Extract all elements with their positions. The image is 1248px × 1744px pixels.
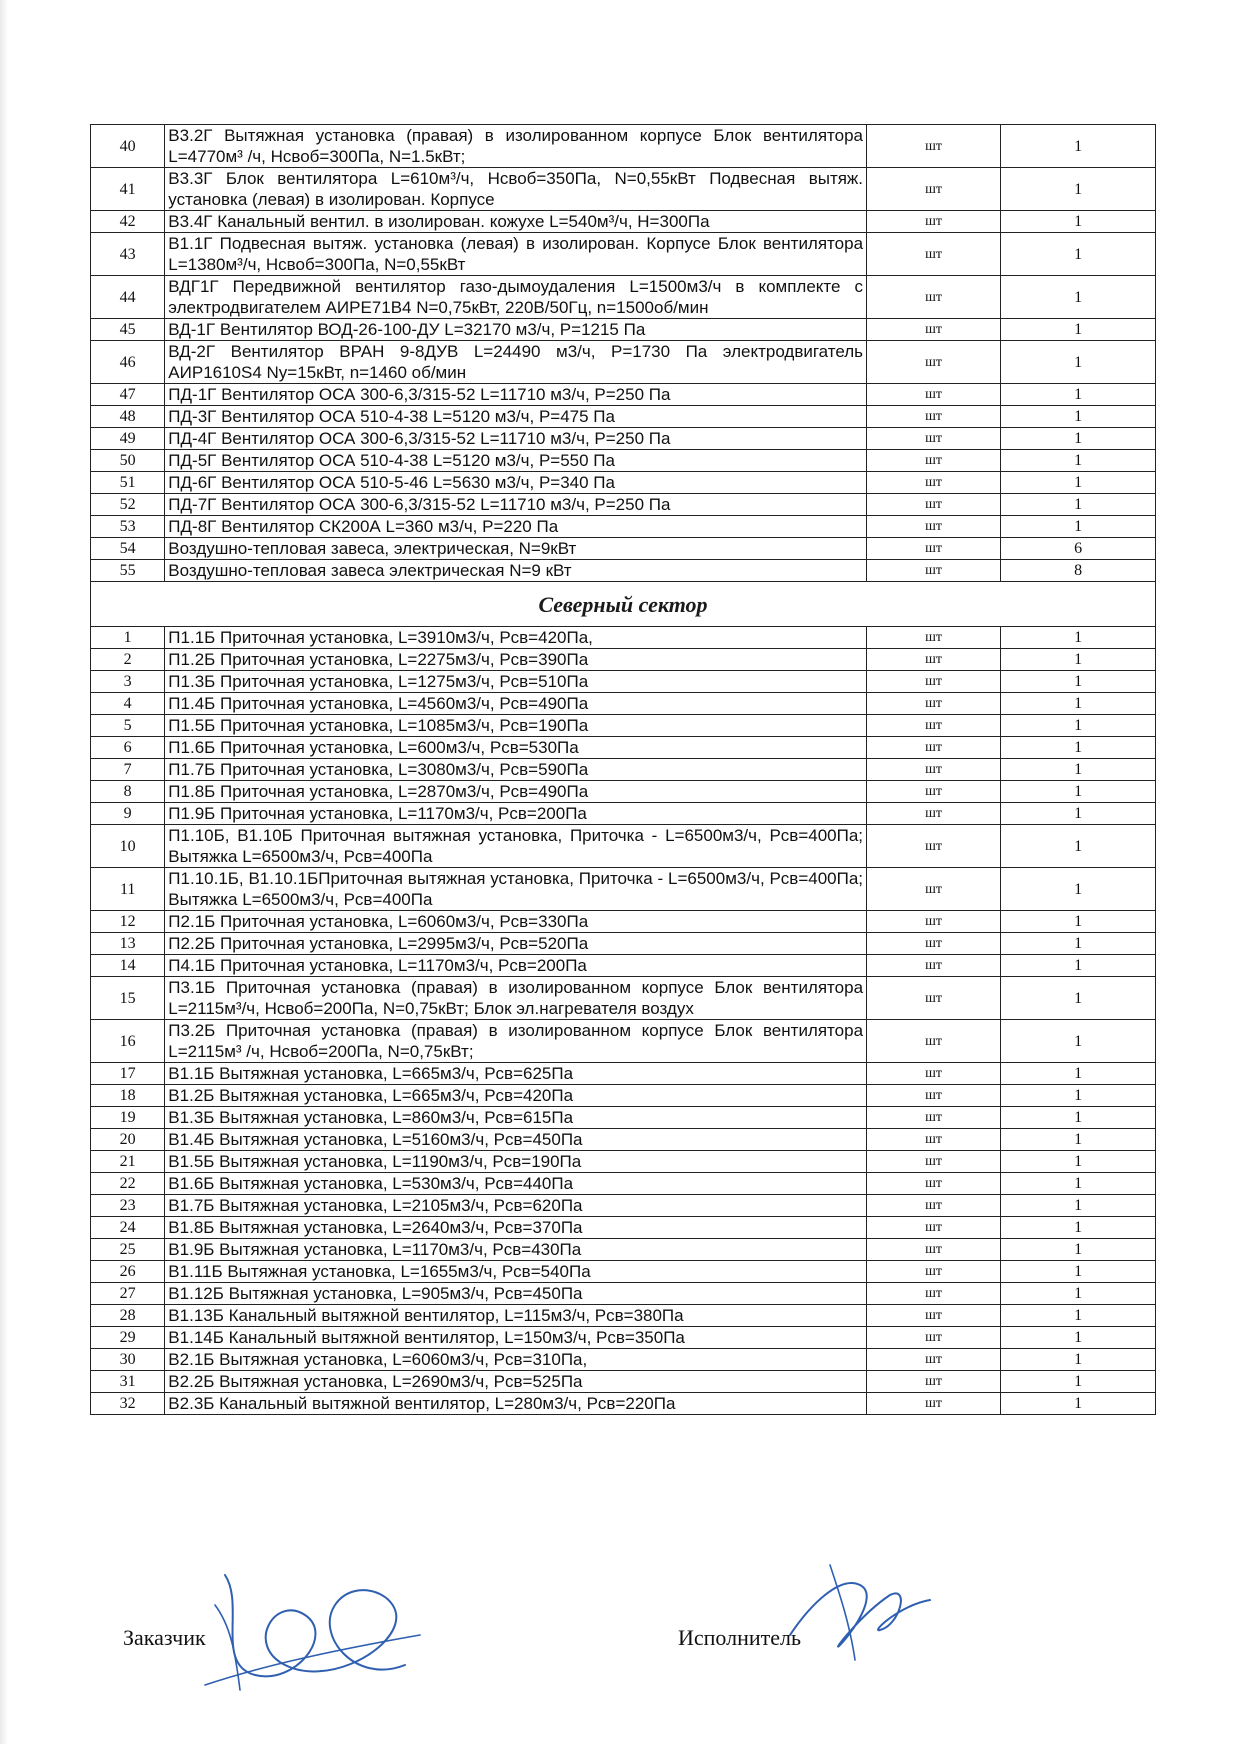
table-row [91, 627, 1156, 649]
row-description: П1.5Б Приточная установка, L=1085м3/ч, Рсв=190Па [165, 715, 867, 737]
row-number: 23 [91, 1195, 165, 1217]
row-unit: шт [867, 472, 1001, 494]
row-unit: шт [867, 1063, 1001, 1085]
row-unit: шт [867, 1305, 1001, 1327]
table-row [91, 759, 1156, 781]
table-row [91, 406, 1156, 428]
row-quantity: 1 [1001, 1063, 1156, 1085]
table-row [91, 1129, 1156, 1151]
row-description: В1.14Б Канальный вытяжной вентилятор, L=150м3/ч, Рсв=350Па [165, 1327, 867, 1349]
row-unit: шт [867, 276, 1001, 319]
row-quantity: 1 [1001, 1129, 1156, 1151]
row-quantity: 1 [1001, 1107, 1156, 1129]
row-unit: шт [867, 1327, 1001, 1349]
row-unit: шт [867, 911, 1001, 933]
row-number: 1 [91, 627, 165, 649]
row-number: 41 [91, 168, 165, 211]
table-row [91, 211, 1156, 233]
row-quantity: 1 [1001, 125, 1156, 168]
row-unit: шт [867, 428, 1001, 450]
row-quantity: 1 [1001, 1393, 1156, 1415]
row-description: П4.1Б Приточная установка, L=1170м3/ч, Рсв=200Па [165, 955, 867, 977]
row-description: Воздушно-тепловая завеса, электрическая, N=9кВт [165, 538, 867, 560]
table-row [91, 276, 1156, 319]
row-unit: шт [867, 1151, 1001, 1173]
table-row [91, 1305, 1156, 1327]
row-number: 10 [91, 825, 165, 868]
table-row [91, 1151, 1156, 1173]
table-row [91, 1217, 1156, 1239]
row-description: П1.8Б Приточная установка, L=2870м3/ч, Рсв=490Па [165, 781, 867, 803]
row-number: 47 [91, 384, 165, 406]
row-number: 5 [91, 715, 165, 737]
row-description: П1.3Б Приточная установка, L=1275м3/ч, Рсв=510Па [165, 671, 867, 693]
row-unit: шт [867, 494, 1001, 516]
row-unit: шт [867, 1261, 1001, 1283]
contractor-signature [780, 1545, 950, 1665]
row-number: 20 [91, 1129, 165, 1151]
row-description: П1.10.1Б, В1.10.1БПриточная вытяжная установка, Приточка - L=6500м3/ч, Рсв=400Па; Вытяжка L=6500м3/ч, Рсв=400Па [165, 868, 867, 911]
row-number: 45 [91, 319, 165, 341]
row-description: В2.2Б Вытяжная установка, L=2690м3/ч, Рсв=525Па [165, 1371, 867, 1393]
row-quantity: 1 [1001, 168, 1156, 211]
row-number: 18 [91, 1085, 165, 1107]
table-row [91, 319, 1156, 341]
row-unit: шт [867, 1217, 1001, 1239]
row-number: 13 [91, 933, 165, 955]
table-row [91, 1239, 1156, 1261]
table-row [91, 1393, 1156, 1415]
row-quantity: 1 [1001, 693, 1156, 715]
row-description: П2.2Б Приточная установка, L=2995м3/ч, Рсв=520Па [165, 933, 867, 955]
row-description: П1.4Б Приточная установка, L=4560м3/ч, Рсв=490Па [165, 693, 867, 715]
row-description: П1.7Б Приточная установка, L=3080м3/ч, Рсв=590Па [165, 759, 867, 781]
row-description: В2.3Б Канальный вытяжной вентилятор, L=280м3/ч, Рсв=220Па [165, 1393, 867, 1415]
row-quantity: 1 [1001, 428, 1156, 450]
row-unit: шт [867, 1349, 1001, 1371]
row-number: 17 [91, 1063, 165, 1085]
row-number: 19 [91, 1107, 165, 1129]
row-unit: шт [867, 1239, 1001, 1261]
row-quantity: 1 [1001, 977, 1156, 1020]
row-description: Воздушно-тепловая завеса электрическая N=9 кВт [165, 560, 867, 582]
row-description: В1.13Б Канальный вытяжной вентилятор, L=115м3/ч, Рсв=380Па [165, 1305, 867, 1327]
row-description: ВД-2Г Вентилятор ВРАН 9-8ДУВ L=24490 м3/ч, Р=1730 Па электродвигатель АИР1610S4 Ny=15кВт, n=1460 об/мин [165, 341, 867, 384]
section-row [91, 582, 1156, 627]
row-unit: шт [867, 1283, 1001, 1305]
row-quantity: 6 [1001, 538, 1156, 560]
equipment-table [90, 124, 1156, 1415]
row-unit: шт [867, 868, 1001, 911]
row-quantity: 1 [1001, 1085, 1156, 1107]
table-row [91, 1173, 1156, 1195]
row-quantity: 1 [1001, 1195, 1156, 1217]
table-row [91, 693, 1156, 715]
row-unit: шт [867, 1371, 1001, 1393]
row-number: 29 [91, 1327, 165, 1349]
row-unit: шт [867, 319, 1001, 341]
row-quantity: 1 [1001, 911, 1156, 933]
row-quantity: 1 [1001, 1217, 1156, 1239]
row-quantity: 1 [1001, 276, 1156, 319]
table-row [91, 737, 1156, 759]
table-row [91, 233, 1156, 276]
table-row [91, 1195, 1156, 1217]
row-description: ПД-6Г Вентилятор ОСА 510-5-46 L=5630 м3/ч, Р=340 Па [165, 472, 867, 494]
row-number: 44 [91, 276, 165, 319]
row-quantity: 1 [1001, 1283, 1156, 1305]
table-row [91, 341, 1156, 384]
row-unit: шт [867, 759, 1001, 781]
table-row [91, 715, 1156, 737]
row-quantity: 1 [1001, 406, 1156, 428]
row-number: 25 [91, 1239, 165, 1261]
row-unit: шт [867, 384, 1001, 406]
table-row [91, 384, 1156, 406]
row-number: 31 [91, 1371, 165, 1393]
row-description: В1.8Б Вытяжная установка, L=2640м3/ч, Рсв=370Па [165, 1217, 867, 1239]
row-number: 24 [91, 1217, 165, 1239]
table-row [91, 168, 1156, 211]
table-row [91, 125, 1156, 168]
customer-label: Заказчик [123, 1625, 206, 1650]
row-number: 7 [91, 759, 165, 781]
row-description: П1.9Б Приточная установка, L=1170м3/ч, Рсв=200Па [165, 803, 867, 825]
row-quantity: 1 [1001, 494, 1156, 516]
row-quantity: 1 [1001, 627, 1156, 649]
row-number: 12 [91, 911, 165, 933]
row-unit: шт [867, 977, 1001, 1020]
row-unit: шт [867, 1129, 1001, 1151]
table-row [91, 781, 1156, 803]
table-row [91, 825, 1156, 868]
table-row [91, 538, 1156, 560]
row-unit: шт [867, 693, 1001, 715]
table-row [91, 1283, 1156, 1305]
row-description: В1.6Б Вытяжная установка, L=530м3/ч, Рсв=440Па [165, 1173, 867, 1195]
table-row [91, 1349, 1156, 1371]
table-row [91, 868, 1156, 911]
row-unit: шт [867, 649, 1001, 671]
row-description: В1.11Б Вытяжная установка, L=1655м3/ч, Рсв=540Па [165, 1261, 867, 1283]
row-description: В1.3Б Вытяжная установка, L=860м3/ч, Рсв=615Па [165, 1107, 867, 1129]
scan-edge [0, 0, 8, 1744]
row-number: 14 [91, 955, 165, 977]
row-number: 22 [91, 1173, 165, 1195]
row-quantity: 1 [1001, 1239, 1156, 1261]
table-row [91, 428, 1156, 450]
row-number: 15 [91, 977, 165, 1020]
table-row [91, 1261, 1156, 1283]
row-quantity: 1 [1001, 516, 1156, 538]
row-description: В1.7Б Вытяжная установка, L=2105м3/ч, Рсв=620Па [165, 1195, 867, 1217]
row-number: 51 [91, 472, 165, 494]
row-unit: шт [867, 211, 1001, 233]
row-number: 27 [91, 1283, 165, 1305]
row-unit: шт [867, 671, 1001, 693]
row-description: В3.3Г Блок вентилятора L=610м³/ч, Нсвоб=350Па, N=0,55кВт Подвесная вытяж. установка (левая) в изолирован. Корпусе [165, 168, 867, 211]
row-quantity: 8 [1001, 560, 1156, 582]
row-quantity: 1 [1001, 955, 1156, 977]
row-unit: шт [867, 825, 1001, 868]
row-description: П3.1Б Приточная установка (правая) в изолированном корпусе Блок вентилятора L=2115м³/ч, Нсвоб=200Па, N=0,75кВт; Блок эл.нагревателя воздух [165, 977, 867, 1020]
row-number: 9 [91, 803, 165, 825]
row-quantity: 1 [1001, 737, 1156, 759]
contractor-label: Исполнитель [678, 1625, 802, 1650]
row-number: 40 [91, 125, 165, 168]
row-quantity: 1 [1001, 1305, 1156, 1327]
table-row [91, 1085, 1156, 1107]
row-unit: шт [867, 1173, 1001, 1195]
row-unit: шт [867, 803, 1001, 825]
row-number: 50 [91, 450, 165, 472]
row-description: П3.2Б Приточная установка (правая) в изолированном корпусе Блок вентилятора L=2115м³ /ч, Нсвоб=200Па, N=0,75кВт; [165, 1020, 867, 1063]
table-row [91, 649, 1156, 671]
row-unit: шт [867, 627, 1001, 649]
row-number: 55 [91, 560, 165, 582]
row-unit: шт [867, 955, 1001, 977]
row-number: 46 [91, 341, 165, 384]
row-unit: шт [867, 737, 1001, 759]
row-description: В1.9Б Вытяжная установка, L=1170м3/ч, Рсв=430Па [165, 1239, 867, 1261]
row-description: В1.1Б Вытяжная установка, L=665м3/ч, Рсв=625Па [165, 1063, 867, 1085]
row-quantity: 1 [1001, 450, 1156, 472]
row-number: 53 [91, 516, 165, 538]
row-quantity: 1 [1001, 341, 1156, 384]
table-row [91, 1107, 1156, 1129]
table-row [91, 1063, 1156, 1085]
row-unit: шт [867, 516, 1001, 538]
row-number: 3 [91, 671, 165, 693]
row-quantity: 1 [1001, 803, 1156, 825]
row-quantity: 1 [1001, 933, 1156, 955]
row-description: ВДГ1Г Передвижной вентилятор газо-дымоудаления L=1500м3/ч в комплекте с электродвигателем АИРЕ71В4 N=0,75кВт, 220В/50Гц, n=1500об/мин [165, 276, 867, 319]
row-quantity: 1 [1001, 1173, 1156, 1195]
equipment-table-body [91, 125, 1156, 1415]
row-quantity: 1 [1001, 211, 1156, 233]
row-number: 16 [91, 1020, 165, 1063]
row-unit: шт [867, 450, 1001, 472]
table-row [91, 911, 1156, 933]
row-unit: шт [867, 933, 1001, 955]
row-unit: шт [867, 560, 1001, 582]
row-description: П2.1Б Приточная установка, L=6060м3/ч, Рсв=330Па [165, 911, 867, 933]
row-description: П1.2Б Приточная установка, L=2275м3/ч, Рсв=390Па [165, 649, 867, 671]
row-number: 32 [91, 1393, 165, 1415]
table-row [91, 1327, 1156, 1349]
row-quantity: 1 [1001, 1327, 1156, 1349]
row-number: 2 [91, 649, 165, 671]
row-number: 26 [91, 1261, 165, 1283]
row-description: В1.4Б Вытяжная установка, L=5160м3/ч, Рсв=450Па [165, 1129, 867, 1151]
row-description: ПД-4Г Вентилятор ОСА 300-6,3/315-52 L=11710 м3/ч, Р=250 Па [165, 428, 867, 450]
table-row [91, 494, 1156, 516]
row-quantity: 1 [1001, 319, 1156, 341]
row-number: 11 [91, 868, 165, 911]
row-unit: шт [867, 1085, 1001, 1107]
table-row [91, 933, 1156, 955]
table-row [91, 955, 1156, 977]
row-unit: шт [867, 538, 1001, 560]
row-description: ПД-8Г Вентилятор СК200А L=360 м3/ч, Р=220 Па [165, 516, 867, 538]
row-quantity: 1 [1001, 1349, 1156, 1371]
row-unit: шт [867, 1195, 1001, 1217]
table-row [91, 516, 1156, 538]
row-number: 42 [91, 211, 165, 233]
table-row [91, 977, 1156, 1020]
table-row [91, 1020, 1156, 1063]
section-title: Северный сектор [91, 582, 1156, 627]
table-row [91, 472, 1156, 494]
row-number: 48 [91, 406, 165, 428]
row-number: 54 [91, 538, 165, 560]
row-description: П1.10Б, В1.10Б Приточная вытяжная установка, Приточка - L=6500м3/ч, Рсв=400Па; Вытяжка L=6500м3/ч, Рсв=400Па [165, 825, 867, 868]
row-unit: шт [867, 341, 1001, 384]
row-number: 6 [91, 737, 165, 759]
customer-signature [185, 1515, 425, 1715]
row-description: В1.12Б Вытяжная установка, L=905м3/ч, Рсв=450Па [165, 1283, 867, 1305]
row-quantity: 1 [1001, 781, 1156, 803]
table-row [91, 560, 1156, 582]
row-quantity: 1 [1001, 1371, 1156, 1393]
row-quantity: 1 [1001, 1261, 1156, 1283]
row-description: ПД-5Г Вентилятор ОСА 510-4-38 L=5120 м3/ч, Р=550 Па [165, 450, 867, 472]
row-unit: шт [867, 233, 1001, 276]
row-description: В2.1Б Вытяжная установка, L=6060м3/ч, Рсв=310Па, [165, 1349, 867, 1371]
row-quantity: 1 [1001, 759, 1156, 781]
table-row [91, 450, 1156, 472]
row-quantity: 1 [1001, 384, 1156, 406]
row-description: В1.1Г Подвесная вытяж. установка (левая) в изолирован. Корпусе Блок вентилятора L=1380м³/ч, Нсвоб=300Па, N=0,55кВт [165, 233, 867, 276]
row-quantity: 1 [1001, 825, 1156, 868]
table-row [91, 803, 1156, 825]
row-number: 52 [91, 494, 165, 516]
table-row [91, 671, 1156, 693]
row-description: В1.5Б Вытяжная установка, L=1190м3/ч, Рсв=190Па [165, 1151, 867, 1173]
row-unit: шт [867, 125, 1001, 168]
row-description: П1.6Б Приточная установка, L=600м3/ч, Рсв=530Па [165, 737, 867, 759]
row-description: В3.2Г Вытяжная установка (правая) в изолированном корпусе Блок вентилятора L=4770м³ /ч, Нсвоб=300Па, N=1.5кВт; [165, 125, 867, 168]
row-description: П1.1Б Приточная установка, L=3910м3/ч, Рсв=420Па, [165, 627, 867, 649]
row-unit: шт [867, 1107, 1001, 1129]
row-unit: шт [867, 715, 1001, 737]
row-unit: шт [867, 168, 1001, 211]
row-number: 21 [91, 1151, 165, 1173]
row-description: ВД-1Г Вентилятор ВОД-26-100-ДУ L=32170 м3/ч, Р=1215 Па [165, 319, 867, 341]
row-number: 28 [91, 1305, 165, 1327]
row-description: ПД-3Г Вентилятор ОСА 510-4-38 L=5120 м3/ч, Р=475 Па [165, 406, 867, 428]
row-number: 8 [91, 781, 165, 803]
row-quantity: 1 [1001, 1020, 1156, 1063]
row-unit: шт [867, 781, 1001, 803]
row-quantity: 1 [1001, 671, 1156, 693]
row-unit: шт [867, 1020, 1001, 1063]
row-description: В1.2Б Вытяжная установка, L=665м3/ч, Рсв=420Па [165, 1085, 867, 1107]
row-number: 4 [91, 693, 165, 715]
row-quantity: 1 [1001, 472, 1156, 494]
row-number: 49 [91, 428, 165, 450]
row-quantity: 1 [1001, 233, 1156, 276]
table-row [91, 1371, 1156, 1393]
row-number: 30 [91, 1349, 165, 1371]
row-unit: шт [867, 406, 1001, 428]
row-number: 43 [91, 233, 165, 276]
row-quantity: 1 [1001, 1151, 1156, 1173]
row-description: В3.4Г Канальный вентил. в изолирован. кожухе L=540м³/ч, Н=300Па [165, 211, 867, 233]
row-quantity: 1 [1001, 868, 1156, 911]
row-quantity: 1 [1001, 715, 1156, 737]
row-description: ПД-1Г Вентилятор ОСА 300-6,3/315-52 L=11710 м3/ч, Р=250 Па [165, 384, 867, 406]
row-unit: шт [867, 1393, 1001, 1415]
row-description: ПД-7Г Вентилятор ОСА 300-6,3/315-52 L=11710 м3/ч, Р=250 Па [165, 494, 867, 516]
row-quantity: 1 [1001, 649, 1156, 671]
